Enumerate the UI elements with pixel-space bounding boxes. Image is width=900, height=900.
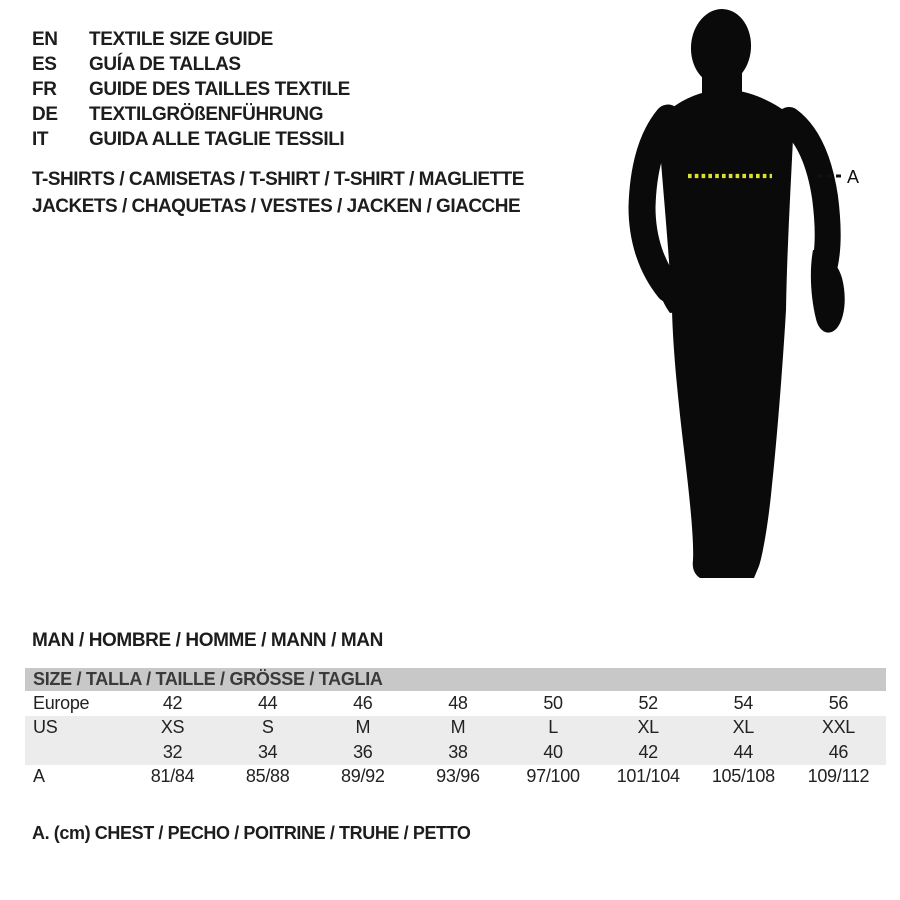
cell: 81/84	[150, 766, 195, 787]
language-label: GUÍA DE TALLAS	[89, 53, 241, 75]
category-tshirts: T-SHIRTS / CAMISETAS / T-SHIRT / T-SHIRT / MAGLIETTE	[32, 168, 524, 190]
language-label: TEXTILE SIZE GUIDE	[89, 28, 273, 50]
silhouette-right-hand	[811, 250, 845, 333]
category-block	[32, 166, 524, 220]
man-silhouette-figure	[590, 0, 890, 600]
cell: 44	[257, 692, 278, 713]
cell: 42	[162, 692, 183, 713]
language-row	[32, 102, 350, 127]
cell: 54	[733, 692, 754, 713]
cell: 109/112	[807, 766, 870, 787]
measure-label-a: A	[847, 167, 860, 187]
section-title-man: MAN / HOMBRE / HOMME / MANN / MAN	[32, 630, 383, 651]
language-row	[32, 127, 350, 152]
man-silhouette	[642, 7, 845, 578]
cell: 93/96	[436, 766, 480, 787]
language-code: FR	[32, 78, 57, 100]
language-code: ES	[32, 53, 57, 75]
cell: XL	[601, 716, 696, 741]
cell: 85/88	[245, 766, 290, 787]
cell: 42	[601, 740, 696, 765]
row-label: US	[25, 716, 125, 741]
language-code: EN	[32, 28, 58, 50]
row-label: A	[33, 766, 45, 787]
cell: XS	[125, 716, 220, 741]
cell: 56	[828, 692, 849, 713]
table-row-chest-cm	[25, 765, 886, 790]
cell: 46	[353, 692, 373, 713]
cell: 50	[543, 692, 563, 713]
cell: 52	[638, 692, 658, 713]
cell: XL	[696, 716, 791, 741]
cell: L	[506, 716, 601, 741]
language-label: GUIDA ALLE TAGLIE TESSILI	[89, 128, 345, 150]
language-row	[32, 27, 350, 52]
cell: 38	[410, 740, 505, 765]
cell: 48	[448, 692, 468, 713]
cell: 105/108	[711, 766, 775, 787]
cell: 40	[506, 740, 601, 765]
cell: 32	[125, 740, 220, 765]
cell: S	[220, 716, 315, 741]
language-code: DE	[32, 103, 58, 125]
language-list	[32, 27, 350, 152]
cell: M	[315, 716, 410, 741]
language-label: GUIDE DES TAILLES TEXTILE	[89, 78, 350, 100]
cell: M	[410, 716, 505, 741]
table-row-us	[25, 716, 886, 741]
size-table-header: SIZE / TALLA / TAILLE / GRÖSSE / TAGLIA	[25, 668, 886, 691]
footnote-measure-a: A. (cm) CHEST / PECHO / POITRINE / TRUHE / PETTO	[32, 823, 471, 843]
language-code: IT	[32, 128, 49, 150]
language-label: TEXTILGRÖßENFÜHRUNG	[89, 103, 324, 125]
cell: 34	[220, 740, 315, 765]
cell: 44	[696, 740, 791, 765]
size-table-header-row	[25, 668, 886, 691]
figure-wrap	[590, 0, 890, 600]
language-row	[32, 77, 350, 102]
silhouette-right-arm	[789, 120, 828, 264]
language-row	[32, 52, 350, 77]
cell: 101/104	[616, 766, 680, 787]
cell: 97/100	[526, 766, 580, 787]
silhouette-legs	[672, 310, 786, 578]
category-jackets: JACKETS / CHAQUETAS / VESTES / JACKEN / GIACCHE	[32, 195, 521, 217]
size-table	[25, 668, 886, 789]
table-row-us-numeric	[25, 740, 886, 765]
cell: 89/92	[341, 766, 385, 787]
table-row-europe	[25, 691, 886, 716]
row-label	[25, 740, 125, 765]
cell: 46	[791, 740, 886, 765]
row-label: Europe	[33, 692, 90, 713]
cell: 36	[315, 740, 410, 765]
cell: XXL	[791, 716, 886, 741]
